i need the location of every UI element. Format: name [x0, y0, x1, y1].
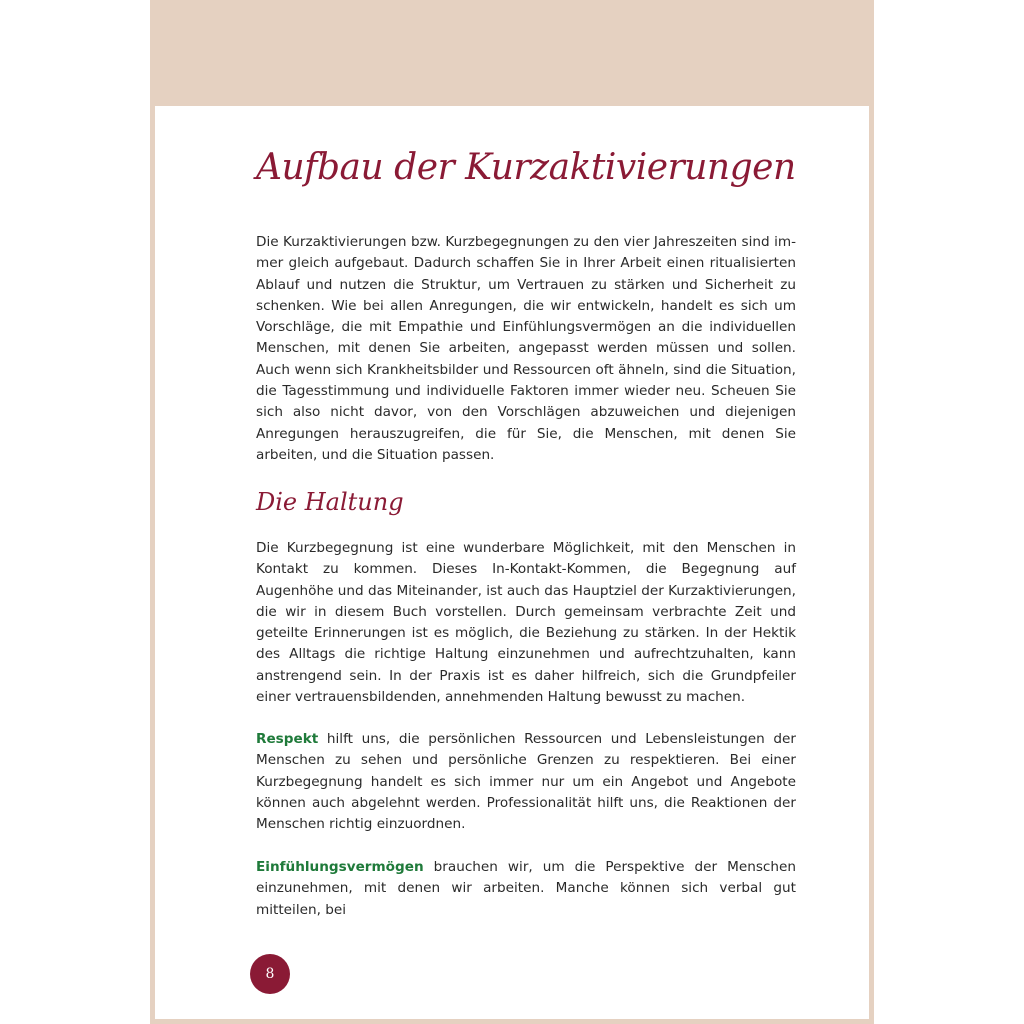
page-title: Aufbau der Kurzaktivierungen: [256, 147, 796, 188]
page-number: 8: [265, 966, 275, 982]
respekt-keyword: Respekt: [256, 731, 319, 747]
intro-paragraph: Die Kurzaktivierungen bzw. Kurzbegegnungen zu den vier Jahreszeiten sind immer gleich aufgebaut. Dadurch schaffen Sie in Ihrer Arbeit einen ritualisierten Ablauf und nutzen die Struktur, um Vertrauen zu stärken und Sicherheit zu schenken. Wie bei allen Anregungen, die wir entwickeln, handelt es sich um Vorschläge, die mit Empathie und Einfühlungsvermögen an die individuellen Menschen, mit denen Sie arbeiten, angepasst werden müssen und sollen. Auch wenn sich Krankheitsbilder und Ressourcen oft ähneln, sind die Situation, die Tagesstimmung und individuelle Faktoren immer wieder neu. Scheuen Sie sich also nicht davor, von den Vorschlägen abzuweichen und diejenigen Anregungen herauszugreifen, die für Sie, die Menschen, mit denen Sie arbeiten, und die Situation passen.: [256, 234, 796, 463]
haltung-paragraph: Die Kurzbegegnung ist eine wunderbare Möglichkeit, mit den Menschen in Kontakt zu kommen. Dieses In-Kontakt-Kommen, die Begegnung auf Augenhöhe und das Miteinander, ist auch das Hauptziel der Kurzaktivierungen, die wir in diesem Buch vorstellen. Durch gemeinsam verbrachte Zeit und geteilte Erinnerungen ist es möglich, die Beziehung zu stärken. In der Hektik des Alltags die richtige Haltung einzunehmen und aufrechtzuhalten, kann anstrengend sein. In der Praxis ist es daher hilfreich, sich die Grundpfeiler einer vertrauensbildenden, annehmenden Haltung bewusst zu machen.: [256, 540, 796, 706]
einfuehlung-text: brauchen wir, um die Perspektive der Menschen einzunehmen, mit denen wir arbeiten. Manche können sich verbal gut mitteilen, bei: [256, 859, 796, 918]
page-number-badge: [250, 954, 290, 994]
einfuehlung-paragraph: [256, 857, 796, 921]
respekt-text: hilft uns, die persönlichen Ressourcen und Lebensleistungen der Menschen zu sehen und persönliche Grenzen zu respektieren. Bei einer Kurzbegegnung handelt es sich immer nur um ein Angebot und Angebote können auch abgelehnt werden. Professionalität hilft uns, die Reaktionen der Menschen richtig einzuordnen.: [256, 731, 796, 833]
respekt-paragraph: [256, 729, 796, 835]
einfuehlung-keyword: Einfühlungsvermögen: [256, 859, 424, 875]
section-heading: Die Haltung: [256, 488, 404, 516]
